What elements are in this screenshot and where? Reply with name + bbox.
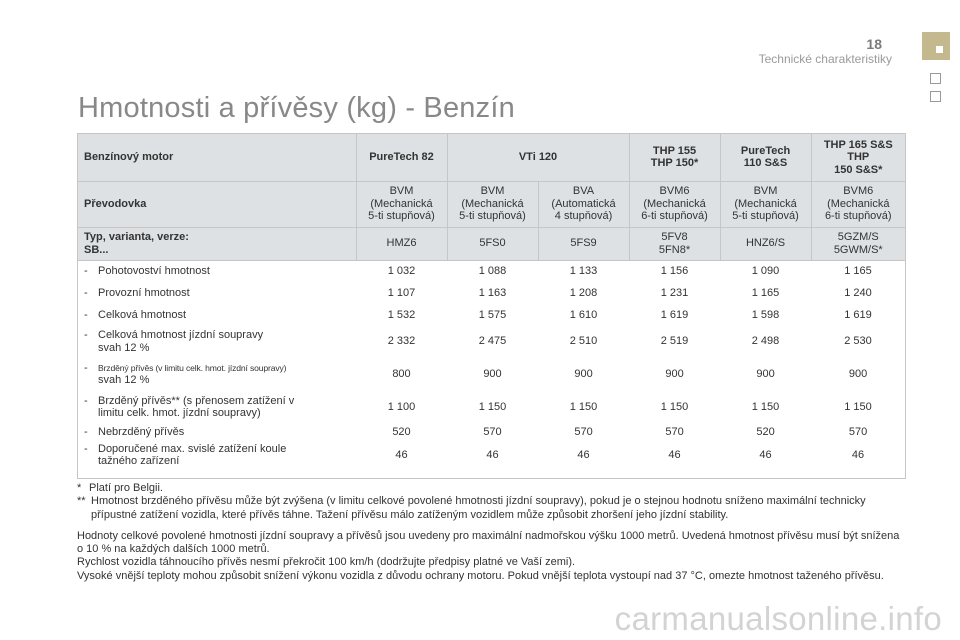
section-marker-2	[930, 73, 941, 84]
table-row	[78, 326, 905, 357]
value-cell: 2 332	[387, 335, 416, 348]
value-cell: 570	[665, 426, 684, 439]
type-cell: 5FV8 5FN8*	[629, 227, 720, 260]
type-row	[78, 227, 905, 260]
value-cell: 1 150	[751, 400, 780, 413]
value-cell: 900	[574, 367, 593, 380]
value-cell: 1 231	[660, 286, 689, 299]
value-cell: 2 530	[844, 335, 872, 348]
row-label	[78, 423, 356, 442]
footnote-mark: **	[77, 495, 86, 508]
footnote-text: Platí pro Belgii.	[89, 482, 163, 494]
value-cell: 1 598	[751, 308, 780, 321]
row-label	[78, 357, 356, 391]
value-cell: 1 532	[387, 308, 416, 321]
table-row	[78, 391, 905, 423]
table-row	[78, 304, 905, 326]
value-cell: 1 088	[478, 265, 507, 277]
table-row	[78, 357, 905, 391]
engine-cell: PureTech 110 S&S	[720, 134, 811, 181]
row-label-text: Celková hmotnost	[98, 308, 187, 321]
value-cell: 46	[395, 448, 408, 461]
row-label	[78, 442, 356, 468]
row-dash: -	[84, 286, 88, 299]
section-marker-3	[930, 91, 941, 102]
row-label-text: Doporučené max. svislé zatížení koule tažného zařízení	[98, 442, 287, 467]
page-title: Hmotnosti a přívěsy (kg) - Benzín	[78, 92, 515, 124]
value-cell: 1 619	[844, 308, 872, 321]
value-cell: 1 150	[569, 400, 598, 413]
value-cell: 1 165	[751, 286, 780, 299]
value-cell: 2 498	[751, 335, 780, 348]
row-label	[78, 326, 356, 357]
value-cell: 1 610	[569, 308, 598, 321]
footnote	[77, 495, 907, 522]
value-cell: 570	[483, 426, 502, 439]
engine-cell: PureTech 82	[356, 134, 447, 181]
value-cell: 1 208	[569, 286, 598, 299]
value-cell: 46	[486, 448, 499, 461]
row-label-text: Nebrzděný přívěs	[98, 426, 185, 439]
watermark: carmanualsonline.info	[614, 600, 942, 637]
value-cell: 2 475	[478, 335, 507, 348]
info-paragraph: Rychlost vozidla táhnoucího přívěs nesmí překročit 100 km/h (dodržujte předpisy platné ve Vaší zemi).	[77, 556, 576, 569]
value-cell: 1 107	[387, 286, 416, 299]
value-cell: 1 165	[844, 265, 872, 277]
value-cell: 46	[577, 448, 590, 461]
table-row	[78, 260, 905, 282]
row-label	[78, 304, 356, 326]
engine-row	[78, 134, 905, 181]
value-cell: 1 163	[478, 286, 507, 299]
info-paragraph: Hodnoty celkové povolené hmotnosti jízdní soupravy a přívěsů jsou uvedeny pro maximální nadmořskou výšku 1000 metrů. Uvedená hmotnost přívěsu musí být snížena o 10 % na každých dalších 1000 metrů.	[77, 529, 900, 556]
row-dash: -	[84, 329, 88, 341]
value-cell: 1 619	[660, 308, 689, 321]
row-label-text: Celková hmotnost jízdní soupravy svah 12 %	[98, 329, 264, 354]
engine-cell: THP 165 S&S THP 150 S&S*	[811, 134, 905, 181]
value-cell: 900	[756, 367, 775, 380]
type-cell: 5FS9	[538, 227, 629, 260]
row-label-text: Pohotovoství hmotnost	[98, 265, 210, 277]
row-label	[78, 391, 356, 423]
engine-cell: THP 155 THP 150*	[629, 134, 720, 181]
value-cell: 570	[848, 426, 868, 439]
gearbox-cell: BVM6 (Mechanická 6-ti stupňová)	[629, 181, 720, 227]
value-cell: 900	[483, 367, 502, 380]
row-label-text: Brzděný přívěs** (s přenosem zatížení v limitu celk. hmot. jízdní soupravy)	[98, 394, 295, 419]
value-cell: 2 519	[660, 335, 689, 348]
gearbox-cell: BVM (Mechanická 5-ti stupňová)	[447, 181, 538, 227]
gearbox-cell: BVM (Mechanická 5-ti stupňová)	[720, 181, 811, 227]
value-cell: 520	[392, 426, 411, 439]
value-cell: 2 510	[569, 335, 598, 348]
row-dash: -	[84, 361, 88, 374]
info-paragraph: Vysoké vnější teploty mohou způsobit snížení výkonu vozidla z důvodu ochrany motoru. Pokud vnější teplota vystoupí nad 37 °C, omezte hmotnost taženého přívěsu.	[77, 569, 884, 582]
table-row	[78, 423, 905, 442]
value-cell: 46	[851, 448, 865, 461]
gearbox-cell: BVM6 (Mechanická 6-ti stupňová)	[811, 181, 905, 227]
row-dash: -	[84, 394, 88, 407]
gearbox-cell: BVA (Automatická 4 stupňová)	[538, 181, 629, 227]
gearbox-row	[78, 181, 905, 227]
table-bottom-spacer	[78, 468, 905, 478]
footnote-text: Hmotnost brzděného přívěsu může být zvýšena (v limitu celkové povolené hmotnosti jízdní soupravy), pokud je o stejnou hodnotu sníženo maximální technicky přípustné zatížení vozidla, které přívěs táhne. Tažení přívěsu málo zatíženým vozidlem může způsobit zhoršení jeho jízdní stability.	[91, 495, 866, 521]
value-cell: 570	[574, 426, 593, 439]
value-cell: 1 150	[844, 400, 872, 413]
page-number: 18	[866, 36, 882, 52]
value-cell: 1 150	[660, 400, 689, 413]
value-cell: 46	[759, 448, 772, 461]
spacer-cell	[78, 468, 905, 478]
section-title: Technické charakteristiky	[758, 52, 892, 66]
value-cell: 900	[848, 367, 868, 380]
gearbox-cell: BVM (Mechanická 5-ti stupňová)	[356, 181, 447, 227]
row-label	[78, 260, 356, 282]
footnote-mark: *	[77, 482, 82, 494]
value-cell: 1 150	[478, 400, 507, 413]
type-label: Typ, varianta, verze: SB...	[78, 227, 356, 260]
value-cell: 800	[392, 367, 411, 380]
value-cell: 1 133	[569, 265, 598, 277]
type-cell: HMZ6	[356, 227, 447, 260]
gearbox-label: Převodovka	[78, 181, 356, 227]
type-cell: 5GZM/S 5GWM/S*	[811, 227, 905, 260]
marker-dot	[936, 46, 943, 53]
value-cell: 1 156	[660, 265, 689, 277]
value-cell: 520	[756, 426, 775, 439]
engine-label: Benzínový motor	[78, 134, 356, 181]
type-cell: HNZ6/S	[720, 227, 811, 260]
row-label-small: Brzděný přívěs (v limitu celk. hmot. jízdní soupravy)	[98, 362, 287, 373]
footnote	[77, 482, 907, 495]
section-marker-active	[922, 32, 950, 60]
engine-cell: VTi 120	[447, 134, 629, 181]
value-cell: 46	[668, 448, 681, 461]
value-cell: 1 100	[387, 400, 416, 413]
row-dash: -	[84, 426, 88, 439]
value-cell: 1 575	[478, 308, 507, 321]
table-row	[78, 282, 905, 304]
weights-table	[77, 133, 906, 479]
value-cell: 1 240	[844, 286, 872, 299]
notes	[77, 482, 907, 583]
row-label	[78, 282, 356, 304]
row-dash: -	[84, 265, 88, 277]
row-dash: -	[84, 442, 88, 455]
row-label-text: svah 12 %	[98, 374, 150, 386]
type-cell: 5FS0	[447, 227, 538, 260]
row-label-text: Provozní hmotnost	[98, 286, 190, 299]
value-cell: 900	[665, 367, 684, 380]
value-cell: 1 032	[387, 265, 416, 277]
row-dash: -	[84, 308, 88, 321]
value-cell: 1 090	[751, 265, 780, 277]
table-row	[78, 442, 905, 468]
